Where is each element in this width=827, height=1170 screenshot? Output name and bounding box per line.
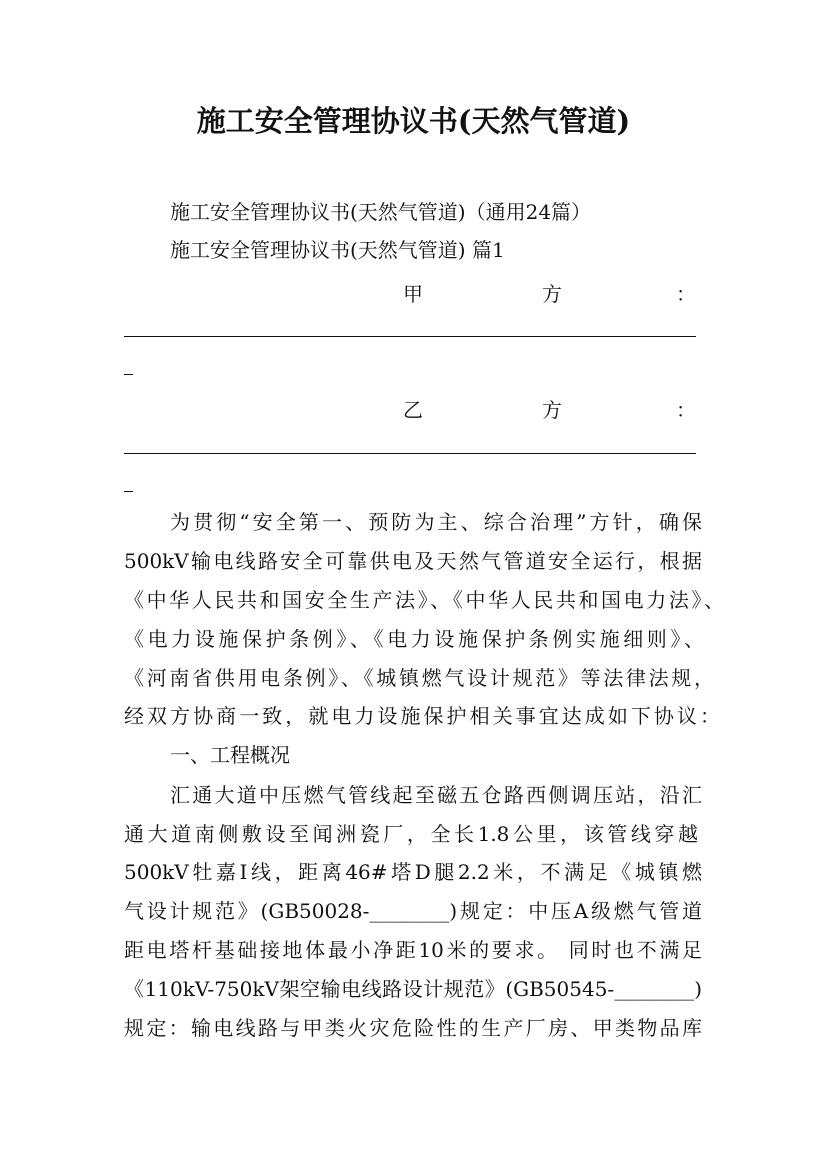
subtitle: 施工安全管理协议书(天然气管道)（通用24篇） bbox=[170, 200, 592, 224]
body-line: 气设计规范》(GB50028-________)规定：中压A级燃气管道 bbox=[124, 899, 702, 923]
section-heading: 一、工程概况 bbox=[170, 743, 290, 767]
body-line: 规定：输电线路与甲类火灾危险性的生产厂房、甲类物品库 bbox=[124, 1016, 702, 1040]
chapter-heading: 施工安全管理协议书(天然气管道) 篇1 bbox=[170, 238, 505, 262]
body-line: 《中华人民共和国安全生产法》、《中华人民共和国电力法》、 bbox=[124, 588, 724, 612]
body-line: 汇通大道中压燃气管线起至磁五仓路西侧调压站，沿汇 bbox=[170, 783, 702, 807]
party-a-blank-line bbox=[124, 336, 696, 337]
body-line: 《电力设施保护条例》、《电力设施保护条例实施细则》、 bbox=[124, 627, 704, 651]
body-line: 距电塔杆基础接地体最小净距10米的要求。 同时也不满足 bbox=[124, 938, 702, 962]
party-b-label-1: 乙 bbox=[403, 398, 423, 422]
document-title: 施工安全管理协议书(天然气管道) bbox=[196, 104, 631, 138]
body-line: 经双方协商一致，就电力设施保护相关事宜达成如下协议： bbox=[124, 704, 720, 728]
party-a-colon: ： bbox=[676, 282, 696, 306]
party-b-blank-line bbox=[124, 453, 696, 454]
party-a-label-2: 方 bbox=[542, 282, 562, 306]
body-line: 《110kV-750kV架空输电线路设计规范》(GB50545-________) bbox=[124, 977, 702, 1001]
party-a-blank-line-end bbox=[124, 374, 133, 375]
party-b-colon: ： bbox=[676, 398, 696, 422]
body-line: 500kV牡嘉Ⅰ线，距离46#塔D腿2.2米，不满足《城镇燃 bbox=[124, 860, 702, 884]
body-line: 为贯彻“安全第一、预防为主、综合治理”方针，确保 bbox=[170, 510, 702, 534]
party-b-label-2: 方 bbox=[542, 398, 562, 422]
party-a-label-1: 甲 bbox=[403, 282, 423, 306]
body-line: 《河南省供用电条例》、《城镇燃气设计规范》等法律法规， bbox=[124, 666, 714, 690]
party-b-blank-line-end bbox=[124, 491, 133, 492]
body-line: 通大道南侧敷设至闻洲瓷厂，全长1.8公里，该管线穿越 bbox=[124, 822, 698, 846]
body-line: 500kV输电线路安全可靠供电及天然气管道安全运行，根据 bbox=[124, 549, 702, 573]
